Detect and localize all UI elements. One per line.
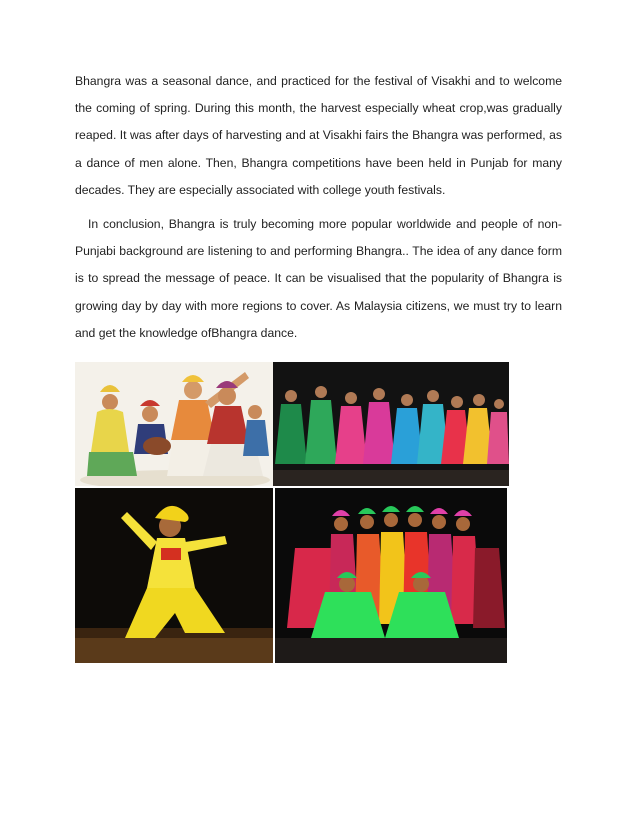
paragraph-bhangra-history: Bhangra was a seasonal dance, and practiced for the festival of Visakhi and to welcome the coming of spring. During this month, the harvest especially wheat crop,was gradually reaped. It was after days of harvesting and at Visakhi fairs the Bhangra was performed, as a dance of men alone. Then, Bhangra competitions have been held in Punjab for many decades. They are especially associated with college youth festivals. bbox=[75, 74, 562, 197]
bhangra-troupe-stage-image bbox=[273, 362, 509, 486]
bhangra-illustration-image bbox=[75, 362, 273, 486]
bhangra-solo-dancer-image bbox=[75, 488, 273, 663]
bhangra-group-performers-image bbox=[275, 488, 507, 663]
paragraph-conclusion: In conclusion, Bhangra is truly becoming more popular worldwide and people of non-Punjabi background are listening to and performing Bhangra.. The idea of any dance form is to spread the message of peace. It can be visualised that the popularity of Bhangra is growing day by day with more regions to cover. As Malaysia citizens, we must try to learn and get the knowledge ofBhangra dance. bbox=[75, 217, 562, 340]
